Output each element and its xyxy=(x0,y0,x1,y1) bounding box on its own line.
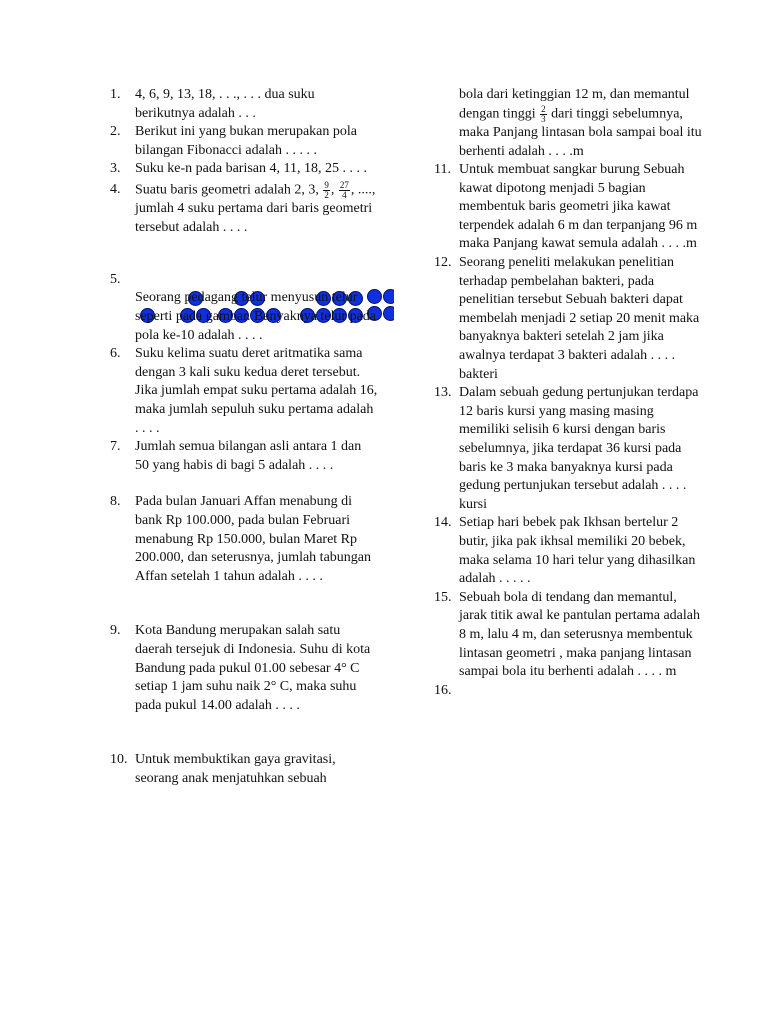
question-14 xyxy=(434,514,706,588)
question-text: , ...., jumlah 4 suku pertama dari baris geometri tersebut adalah . . . . xyxy=(135,182,376,235)
question-text: Seorang peneliti melakukan penelitian terhadap pembelahan bakteri, pada penelitian tersebut Sebuah bakteri dapat membelah menjadi 2 setiap 20 menit maka banyaknya bakteri setelah 2 jam jika awalnya terdapat 3 bakteri adalah . . . . bakteri xyxy=(459,255,700,382)
question-6 xyxy=(110,345,378,438)
question-text: Seorang pedagang telur menyusun telur seperti pada gambar. Banyaknya telur pada pola ke-10 adalah . . . . xyxy=(135,290,377,343)
right-column xyxy=(434,86,706,700)
question-11 xyxy=(434,161,706,254)
question-15 xyxy=(434,589,706,682)
question-4: 4. Suatu baris geometri adalah 2, 3, $\frac{9}{2}$ , $\frac{27}{4}$ , ...., jumlah 4 suku pertama dari baris geometri tersebut adalah . . . . xyxy=(110,179,376,235)
question-7 xyxy=(110,438,378,475)
question-number: 14. xyxy=(434,515,452,531)
question-5 xyxy=(110,272,378,345)
question-number: 12. xyxy=(434,255,452,271)
fraction: $\frac{27}{4}$ xyxy=(339,179,349,200)
question-number: 16. xyxy=(434,682,452,698)
question-number: 7. xyxy=(110,439,121,455)
question-number: 3. xyxy=(110,161,121,177)
question-number: 6. xyxy=(110,346,121,362)
question-text: Dalam sebuah gedung pertunjukan terdapa 12 baris kursi yang masing masing memiliki selisih 6 kursi dengan baris sebelumnya, jika terdapat 36 kursi pada baris ke 3 maka banyaknya kursi pada gedung pertunjukan tersebut adalah . . . . kursi xyxy=(459,385,699,512)
question-number: 13. xyxy=(434,385,452,401)
question-12 xyxy=(434,254,706,384)
question-number: 15. xyxy=(434,589,452,605)
question-text: Untuk membuktikan gaya gravitasi, seorang anak menjatuhkan sebuah xyxy=(135,752,336,786)
question-text: Suku ke-n pada barisan 4, 11, 18, 25 . . . . xyxy=(135,161,367,177)
question-text: Berikut ini yang bukan merupakan pola bilangan Fibonacci adalah . . . . . xyxy=(135,124,357,158)
question-number: 9. xyxy=(110,623,121,639)
egg-dot xyxy=(383,306,394,321)
question-text: Kota Bandung merupakan salah satu daerah tersejuk di Indonesia. Suhu di kota Bandung pada pukul 01.00 sebesar 4° C setiap 1 jam suhu naik 2° C, maka suhu pada pukul 14.00 adalah . . . . xyxy=(135,623,371,713)
question-text: Setiap hari bebek pak Ikhsan bertelur 2 butir, jika pak ikhsal memiliki 20 bebek, maka selama 10 hari telur yang dihasilkan adalah . . . . . xyxy=(459,515,696,587)
left-column xyxy=(110,86,378,789)
question-text: bola dari ketinggian 12 m, dan memantul dengan tinggi xyxy=(459,87,690,122)
question-number: 2. xyxy=(110,124,121,140)
question-text: Suatu baris geometri adalah 2, 3, xyxy=(135,182,323,198)
question-text: 4, 6, 9, 13, 18, . . ., . . . dua suku berikutnya adalah . . . xyxy=(135,87,315,121)
question-13 xyxy=(434,384,706,514)
question-10-continuation xyxy=(434,86,706,161)
question-number: 11. xyxy=(434,162,451,178)
question-10 xyxy=(110,751,378,788)
question-16 xyxy=(434,682,706,700)
question-8 xyxy=(110,493,378,586)
question-number: 1. xyxy=(110,87,121,102)
question-number: 10. xyxy=(110,752,128,768)
fraction: $\frac{2}{3}$ xyxy=(541,103,546,124)
question-text: Untuk membuat sangkar burung Sebuah kawat dipotong menjadi 5 bagian membentuk baris geometri jika kawat terpendek adalah 6 m dan terpanjang 96 m maka Panjang kawat semula adalah . . . .m xyxy=(459,162,698,252)
question-1 xyxy=(110,86,378,123)
question-text: Pada bulan Januari Affan menabung di bank Rp 100.000, pada bulan Februari menabung Rp 150.000, bulan Maret Rp 200.000, dan seterusnya, jumlah tabungan Affan setelah 1 tahun adalah . . . . xyxy=(135,494,372,584)
question-number: 4. xyxy=(110,181,121,197)
egg-dot xyxy=(383,289,394,304)
question-9 xyxy=(110,622,378,715)
question-text: Suku kelima suatu deret aritmatika sama dengan 3 kali suku kedua deret tersebut. Jika jumlah empat suku pertama adalah 16, maka jumlah sepuluh suku pertama adalah . . . . xyxy=(135,346,378,436)
question-number: 8. xyxy=(110,494,121,510)
question-text: Jumlah semua bilangan asli antara 1 dan 50 yang habis di bagi 5 adalah . . . . xyxy=(135,439,362,473)
question-text: dari tinggi sebelumnya, maka Panjang lintasan bola sampai boal itu berhenti adalah . . . .m xyxy=(459,106,702,159)
question-number: 5. xyxy=(110,272,121,288)
fraction: $\frac{9}{2}$ xyxy=(324,179,329,200)
question-2 xyxy=(110,123,378,160)
question-text: Sebuah bola di tendang dan memantul, jarak titik awal ke pantulan pertama adalah 8 m, lalu 4 m, dan seterusnya membentuk lintasan geometri , maka panjang lintasan sampai bola itu berhenti adalah . . . . m xyxy=(459,589,701,680)
question-3 xyxy=(110,160,378,179)
